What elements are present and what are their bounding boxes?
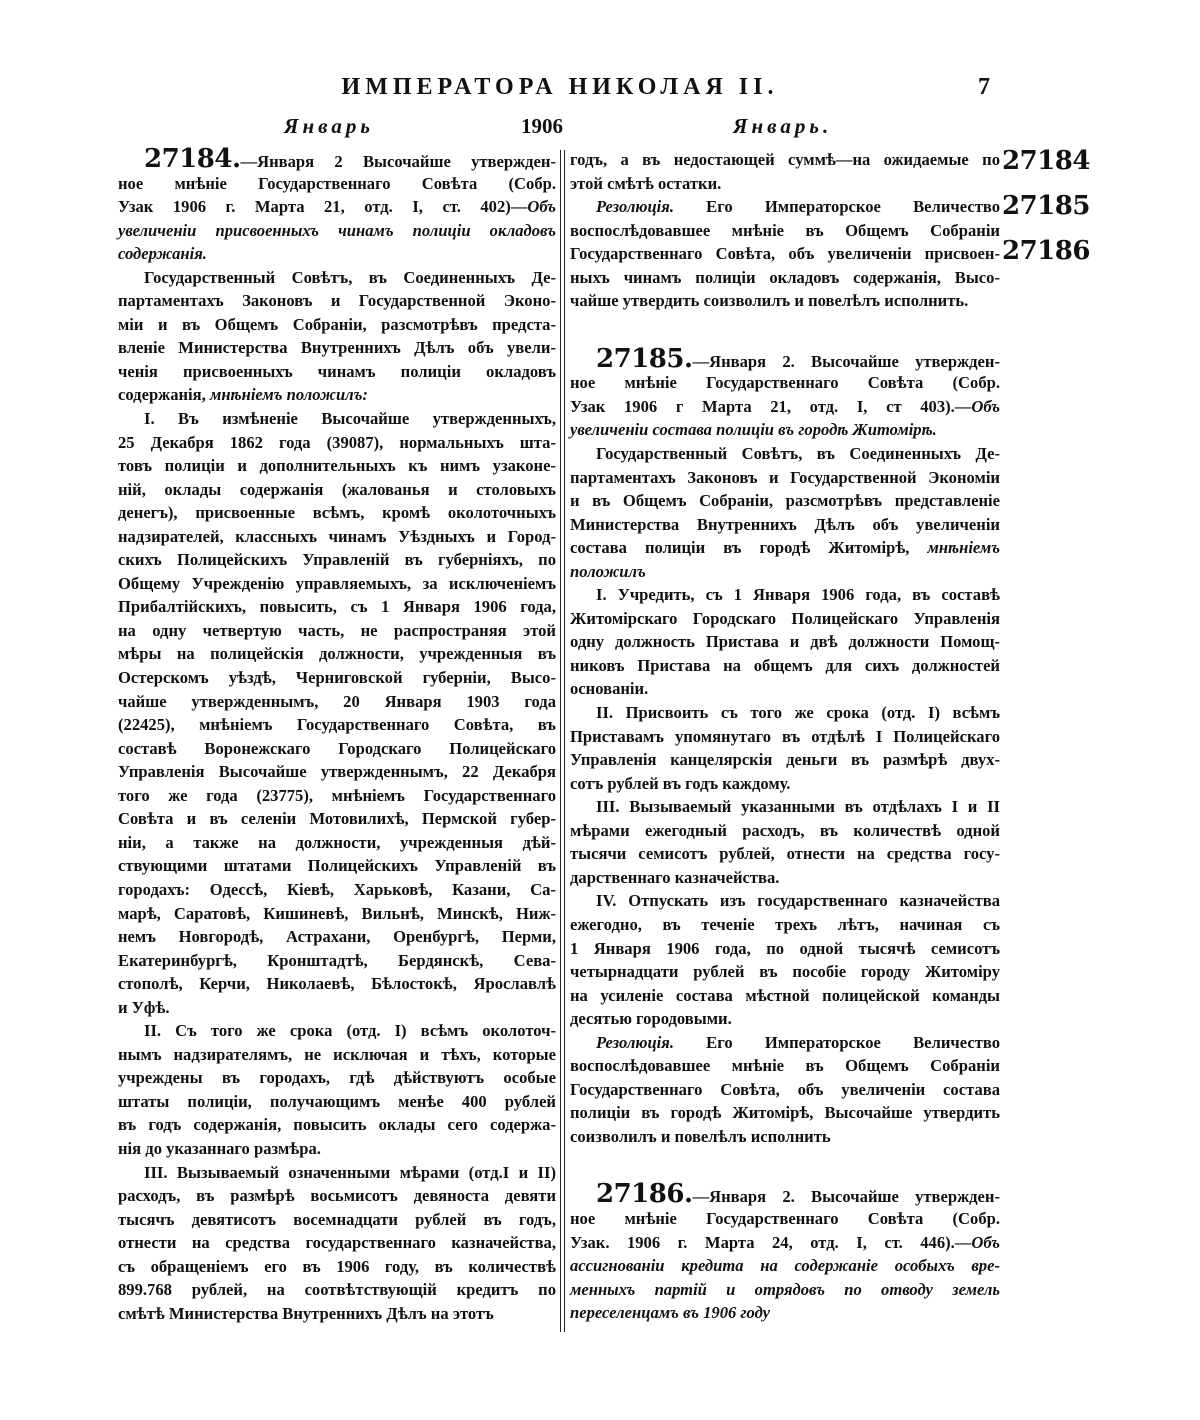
text: мѣрами ежегодный расходъ, въ количествѣ одной [570,820,1000,840]
text-line [118,572,556,596]
text: 899.768 рублей, на соотвѣтствующій кредитъ по [118,1280,556,1300]
text: штаты полиціи, получающимъ менѣе 400 рублей [118,1091,556,1111]
text-line [570,937,1000,961]
text: состава полиціи въ городѣ Житомірѣ, [570,538,928,558]
text-line [118,144,556,174]
text-line [118,1302,556,1326]
italic-text: содержанія. [118,244,207,264]
text-line [118,454,556,478]
text-line [570,1031,1000,1055]
paragraph [570,195,1000,313]
text-line [118,831,556,855]
text-line [570,984,1000,1008]
text-line [118,737,556,761]
text-line [118,996,556,1020]
text-line [570,1054,1000,1078]
paragraph [570,795,1000,889]
text-line [118,1137,556,1161]
text: Екатеринбургѣ, Кронштадтѣ, Бердянскѣ, Сева- [118,950,556,970]
text: этой смѣтѣ остатки. [570,173,722,193]
text: 1 Января 1906 года, по одной тысячѣ семисотъ [570,938,1000,958]
text: —Января 2 Высочайше утвержден- [240,152,556,171]
text-line [118,1090,556,1114]
text-line [570,418,1000,442]
text: II. Съ того же срока (отд. I) всѣмъ околоточ- [144,1021,556,1041]
text-line [570,866,1000,890]
text: содержанія, [118,385,210,405]
italic-text: переселенцамъ въ 1906 году [570,1303,771,1323]
text-line [570,172,1000,196]
italic-text: Резолюція. [596,197,674,217]
text-line [118,289,556,313]
text: чайше утвердить соизволилъ и повелѣлъ исполнить. [570,291,969,311]
text: основаніи. [570,679,649,699]
margin-act-number: 27184 [1002,146,1090,176]
text-line [118,266,556,290]
text-line [118,1278,556,1302]
text: Общему Учрежденію управляемыхъ, за исключеніемъ [118,573,556,593]
italic-text: Объ [971,396,1000,416]
text-line [570,1007,1000,1031]
text: партаментахъ Законовъ и Государственной Эконо- [118,291,556,311]
text: ныхъ чинамъ полиціи окладовъ содержанія, Высо- [570,267,1000,287]
text: Узак 1906 г. Марта 21, отд. I, ст. 402)— [118,197,528,217]
text: стополѣ, Керчи, Николаевѣ, Бѣлостокѣ, Ярославлѣ [118,974,556,994]
month-left: Январь [284,114,374,138]
text-line [570,343,1000,374]
running-title: ИМПЕРАТОРА НИКОЛАЯ II. [341,74,779,100]
text-line [570,1207,1000,1231]
text: немъ Новгородѣ, Астрахани, Оренбургѣ, Перми, [118,927,556,947]
text: чайше утвержденнымъ, 20 Января 1903 года [118,691,556,711]
text: надзирателей, классныхъ чинамъ Уѣздныхъ и Город- [118,526,556,546]
text: II. Присвоить съ того же срока (отд. I) всѣмъ [596,703,1000,723]
text: Его Императорское Величество [674,1032,1000,1052]
italic-text: Объ [971,1232,1000,1252]
paragraph [570,442,1000,583]
text-line [118,478,556,502]
text-line [118,407,556,431]
text-line [570,442,1000,466]
text-line [118,925,556,949]
text-line [118,431,556,455]
text: вленіе Министерства Внутреннихъ Дѣлъ объ увели- [118,338,556,358]
text-line [118,807,556,831]
text-line [118,1255,556,1279]
text-line [118,219,556,243]
text-line [570,1254,1000,1278]
text: и Уфѣ. [118,997,170,1017]
text-line [570,772,1000,796]
text: III. Вызываемый означенными мѣрами (отд.I и II) [144,1162,556,1182]
text-line [570,842,1000,866]
text-line [118,1231,556,1255]
italic-text: мнѣніемъ [927,538,1000,558]
text: тысячи семисотъ рублей, отнести на средства госу- [570,844,1000,864]
text-line [118,172,556,196]
text-line [570,725,1000,749]
text: одну должность Пристава и двѣ должности Помощ- [570,632,1000,652]
text-line [118,713,556,737]
text-line [118,242,556,266]
text-line [118,1113,556,1137]
text-line [118,760,556,784]
text-line [118,854,556,878]
text-line [570,1101,1000,1125]
text: и въ Общемъ Собраніи, разсмотрѣвъ представленіе [570,491,1000,511]
text-line [118,1208,556,1232]
act-number: 27184. [144,144,241,174]
text-line [570,195,1000,219]
paragraph [118,407,556,1019]
paragraph [570,1031,1000,1149]
text: Прибалтійскихъ, повысить, съ 1 Января 1906 года, [118,597,556,617]
text: съ обращеніемъ его въ 1906 году, въ количествѣ [118,1256,556,1276]
text: марѣ, Саратовѣ, Кишиневѣ, Вильнѣ, Минскѣ, Ниж- [118,903,556,923]
text: смѣтѣ Министерства Внутреннихъ Дѣлъ на этотъ [118,1303,494,1323]
text: Его Императорское Величество [674,197,1000,217]
text-line [118,383,556,407]
italic-text: ассигнованіи кредита на содержаніе особыхъ вре- [570,1256,1000,1276]
text: Государственнаго Совѣта, объ увеличеніи состава [570,1079,1000,1099]
text-line [570,654,1000,678]
text: нія до указаннаго размѣра. [118,1138,321,1158]
text: четырнадцати рублей въ пособіе городу Житоміру [570,962,1000,982]
text: дарственнаго казначейства. [570,867,780,887]
month-right: Январь. [733,114,833,138]
page-number: 7 [978,74,990,100]
text: Государственнаго Совѣта, объ увеличеніи присвоен- [570,244,1000,264]
column-divider [564,150,565,1332]
text-line [570,819,1000,843]
text-line [118,1161,556,1185]
text-line [570,1125,1000,1149]
text: I. Учредить, съ 1 Января 1906 года, въ составѣ [596,585,1000,605]
paragraph [570,148,1000,195]
text-line [570,1231,1000,1255]
text-line [118,784,556,808]
section-heading-paragraph [570,1179,1000,1324]
text-line [570,701,1000,725]
text-line [570,513,1000,537]
year: 1906 [521,114,563,138]
column-divider [560,150,561,1332]
text-line [570,960,1000,984]
text-line [570,607,1000,631]
text: ствующими штатами Полицейскихъ Управленій въ [118,856,556,876]
text-line [118,595,556,619]
text: расходъ, въ размѣрѣ восьмисотъ девяноста девяти [118,1186,556,1206]
text-line [570,242,1000,266]
text: ное мнѣніе Государственнаго Совѣта (Собр. [570,1208,1000,1228]
text-line [118,619,556,643]
text-line [118,1043,556,1067]
italic-text: увеличеніи присвоенныхъ чинамъ полиціи окладовъ [118,220,556,240]
margin-act-number: 27186 [1002,236,1090,266]
text-line [118,690,556,714]
text: воспослѣдовавшее мнѣніе въ Общемъ Собраніи [570,220,1000,240]
text: нымъ надзирателямъ, не исключая и тѣхъ, которые [118,1044,556,1064]
text: въ годъ содержанія, повысить оклады сего содержа- [118,1115,556,1135]
text-line [570,913,1000,937]
text: I. Въ измѣненіе Высочайше утвержденныхъ, [144,409,556,429]
text-line [118,878,556,902]
italic-text: мнѣніемъ положилъ: [209,385,368,405]
text-line [570,219,1000,243]
text: Житомірскаго Городскаго Полицейскаго Управленія [570,608,1000,628]
text: составѣ Воронежскаго Городскаго Полицейскаго [118,738,556,758]
text: 25 Декабря 1862 года (39087), нормальныхъ шта- [118,432,556,452]
act-number: 27186. [596,1179,693,1210]
section-heading-paragraph [118,144,556,266]
text-line [570,1078,1000,1102]
text-line [118,548,556,572]
text-line [570,371,1000,395]
text: III. Вызываемый указанными въ отдѣлахъ I и II [596,797,1000,817]
text: того же года (23775), мнѣніемъ Государственнаго [118,785,556,805]
text: Управленія Высочайше утвержденнымъ, 22 Декабря [118,762,556,782]
text: денегъ), присвоенные всѣмъ, кромѣ околоточныхъ [118,503,556,523]
text: мѣры на полицейскія должности, учрежденныя въ [118,644,556,664]
text-line [570,583,1000,607]
paragraph [570,701,1000,795]
text-line [570,466,1000,490]
margin-act-number: 27185 [1002,191,1090,221]
paragraph [118,1019,556,1160]
text-line [570,1301,1000,1325]
text: на одну четвертую часть, не распространяя этой [118,620,556,640]
text: IV. Отпускать изъ государственнаго казначейства [596,891,1000,911]
text-line [118,195,556,219]
text-line [570,536,1000,560]
text-line [118,360,556,384]
text: городахъ: Одессѣ, Кіевѣ, Харьковѣ, Казани, Са- [118,879,556,899]
text-line [570,795,1000,819]
text: Государственный Совѣтъ, въ Соединенныхъ Де- [144,267,556,287]
text: (22425), мнѣніемъ Государственнаго Совѣта, въ [118,715,556,735]
section-heading-paragraph [570,343,1000,442]
text-line [570,148,1000,172]
text-line [118,525,556,549]
text-line [118,642,556,666]
text: Министерства Внутреннихъ Дѣлъ объ увеличеніи [570,514,1000,534]
right-column [570,148,1000,1325]
paragraph [570,583,1000,701]
text-line [118,1184,556,1208]
italic-text: положилъ [570,561,646,581]
text: десятью городовыми. [570,1009,732,1029]
text-line [118,336,556,360]
text: міи и въ Общемъ Собраніи, разсмотрѣвъ предста- [118,314,556,334]
text-line [570,489,1000,513]
act-number: 27185. [596,343,693,374]
italic-text: Резолюція. [596,1032,674,1052]
text: партаментахъ Законовъ и Государственной Экономіи [570,467,1000,487]
paragraph [570,889,1000,1030]
text-line [570,266,1000,290]
text: годъ, а въ недостающей суммѣ—на ожидаемые по [570,150,1000,169]
text-line [570,889,1000,913]
text: Приставамъ упомянутаго въ отдѣлѣ I Полицейскаго [570,726,1000,746]
italic-text: увеличеніи состава полиціи въ городѣ Житомірѣ. [570,420,937,440]
text: никовъ Пристава на общемъ для сихъ должностей [570,655,1000,675]
text: ежегодно, въ теченіе трехъ лѣтъ, начиная съ [570,914,1000,934]
text-line [570,677,1000,701]
text-line [118,313,556,337]
text: полиціи въ городѣ Житомірѣ, Высочайше утвердить [570,1103,1000,1123]
text: —Января 2. Высочайше утвержден- [692,351,1000,371]
text: воспослѣдовавшее мнѣніе въ Общемъ Собраніи [570,1056,1000,1076]
text: Совѣта и въ селеніи Мотовилихѣ, Пермской губер- [118,809,556,829]
text: ній, оклады содержанія (жалованья и столовыхъ [118,479,556,499]
text: соизволилъ и повелѣлъ исполнить [570,1126,831,1146]
text-line [118,1066,556,1090]
text-line [118,972,556,996]
text: учреждены въ городахъ, гдѣ дѣйствуютъ особые [118,1068,556,1088]
text-line [570,1278,1000,1302]
text: на усиленіе состава мѣстной полицейской команды [570,985,1000,1005]
left-column [118,144,556,1325]
text: Остерскомъ уѣздѣ, Черниговской губерніи, Высо- [118,668,556,688]
text: Узак 1906 г Марта 21, отд. I, ст 403).— [570,396,972,416]
text-line [570,395,1000,419]
text: Управленія канцелярскія деньги въ размѣрѣ двух- [570,750,1000,770]
paragraph [118,266,556,407]
text: товъ полиціи и дополнительныхъ къ нимъ узаконе- [118,456,556,476]
text-line [118,666,556,690]
text-line [118,949,556,973]
italic-text: менныхъ партій и отрядовъ по отводу земель [570,1279,1000,1299]
text: ное мнѣніе Государственнаго Совѣта (Собр. [118,173,556,193]
text: Государственный Совѣтъ, въ Соединенныхъ Де- [596,444,1000,464]
text: ное мнѣніе Государственнаго Совѣта (Собр. [570,373,1000,393]
text-line [118,902,556,926]
paragraph [118,1161,556,1326]
text-line [570,748,1000,772]
text: отнести на средства государственнаго казначейства, [118,1233,556,1253]
text-line [570,1179,1000,1210]
text: —Января 2. Высочайше утвержден- [692,1187,1000,1207]
text-line [118,1019,556,1043]
text-line [570,289,1000,313]
text-line [118,501,556,525]
text: сотъ рублей въ годъ каждому. [570,773,791,793]
text-line [570,560,1000,584]
text: ніи, а также на должности, учрежденныя дѣй- [118,832,556,852]
text: Узак. 1906 г. Марта 24, отд. I, ст. 446).— [570,1232,972,1252]
text: тысячъ девятисотъ восемнадцати рублей въ годъ, [118,1209,556,1229]
italic-text: Объ [527,197,556,217]
text: ченія присвоенныхъ чинамъ полиціи окладовъ [118,361,556,381]
text: скихъ Полицейскихъ Управленій въ губерніяхъ, по [118,550,556,570]
text-line [570,630,1000,654]
